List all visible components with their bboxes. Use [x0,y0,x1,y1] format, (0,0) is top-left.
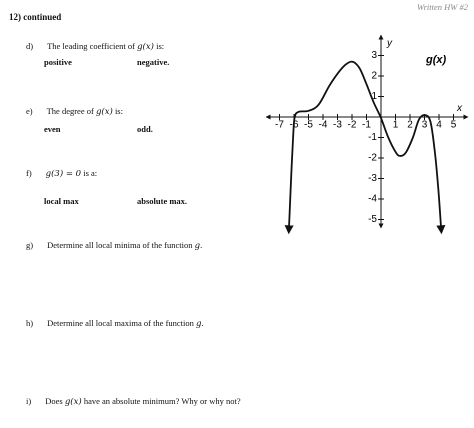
question-d-text: The leading coefficient of [47,41,138,51]
x-tick-label: -1 [362,119,371,131]
y-tick-label: 3 [371,50,377,62]
x-tick-label: -5 [304,119,313,131]
x-tick-label: -6 [289,119,299,131]
question-e-text: The degree of [46,106,96,116]
x-tick-label: 3 [421,119,428,131]
axis-ticks [280,56,454,220]
choice-d-1[interactable]: positive [44,57,72,67]
choice-e-1[interactable]: even [44,124,61,134]
question-e-suffix: is: [112,106,123,116]
question-h-text: Determine all local maxima of the function [47,318,197,328]
x-tick-label: 4 [436,119,442,131]
y-tick-label: -3 [368,173,377,185]
function-curve [289,62,441,230]
y-axis-label: y [387,38,392,49]
y-tick-labels [368,50,377,225]
choice-e-2[interactable]: odd. [137,124,153,134]
question-g-func: g [194,241,201,251]
problem-title: 12) continued [9,12,62,22]
question-e-func: g(x) [95,107,113,117]
question-i-suffix: have an absolute minimum? Why or why not? [81,396,241,406]
question-d-func: g(x) [137,42,154,52]
choice-f-2[interactable]: absolute max. [137,196,188,206]
y-tick-label: -4 [368,193,377,205]
choice-d-2[interactable]: negative. [137,57,170,67]
question-h-func: g [196,319,202,329]
x-tick-label: 1 [392,119,399,131]
y-tick-label: -1 [368,132,377,144]
x-tick-label: -2 [347,119,357,131]
x-tick-label: 5 [450,119,457,131]
x-tick-label: -3 [333,119,342,131]
question-f-suffix: is a: [81,168,98,178]
y-tick-label: -5 [368,214,377,226]
question-g-text: Determine all local minima of the function [47,240,195,250]
question-f-label: f) [26,168,32,178]
question-i-text: Does [45,396,65,406]
question-d-suffix: is: [153,41,165,51]
choice-f-1[interactable]: local max [44,196,79,206]
x-tick-label: -7 [275,119,284,131]
y-tick-label: -2 [368,152,377,164]
question-i-func: g(x) [64,397,82,407]
question-g-suffix: . [200,240,203,250]
question-e-label: e) [26,106,33,116]
question-g-label: g) [26,240,34,250]
question-i-label: i) [26,396,32,406]
y-tick-label: 1 [371,91,377,103]
function-label: g(x) [426,54,447,66]
x-tick-label: -4 [318,119,328,131]
y-tick-label: 2 [371,70,377,82]
question-d-label: d) [26,41,34,51]
x-axis-label: x [457,103,462,114]
question-f-expr: g(3) = 0 [45,169,82,179]
question-h-suffix: . [201,318,204,328]
x-tick-label: 2 [407,119,413,131]
question-h-label: h) [26,318,34,328]
page-header: Written HW #2 [417,2,468,12]
